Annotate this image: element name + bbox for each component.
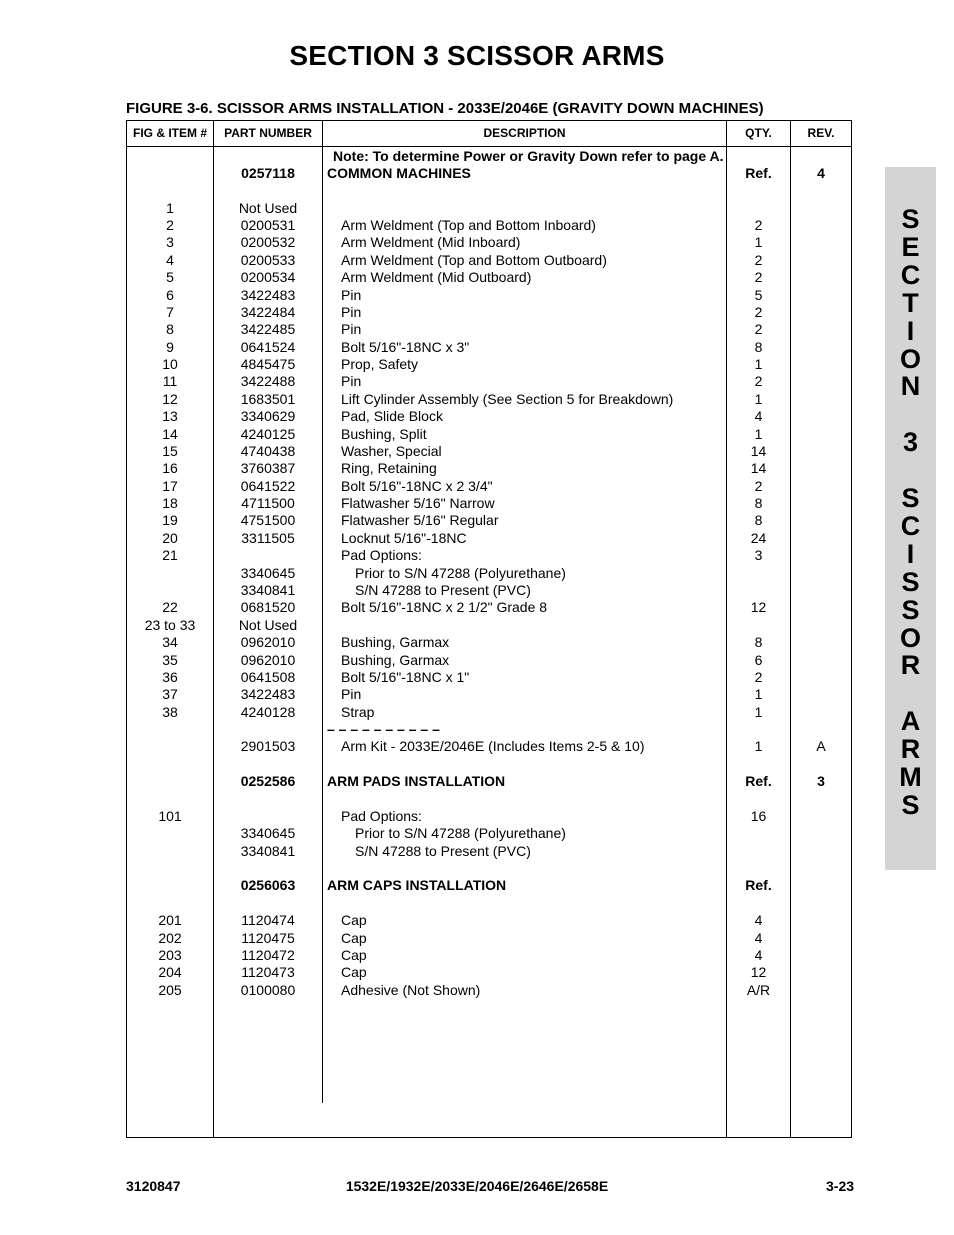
- part-number-cell: Not Used: [238, 616, 298, 633]
- table-row: [127, 391, 851, 408]
- table-row: [127, 877, 851, 894]
- table-row: [127, 495, 851, 512]
- description-cell: Adhesive (Not Shown): [341, 981, 481, 998]
- fig-item-cell: 37: [162, 686, 178, 703]
- header-part-number: PART NUMBER: [224, 126, 312, 140]
- part-number-cell: 0962010: [240, 651, 296, 668]
- fig-item-cell: 13: [162, 408, 178, 425]
- fig-item-cell: 3: [166, 234, 174, 251]
- qty-cell: 14: [750, 442, 767, 459]
- footer-models: 1532E/1932E/2033E/2046E/2646E/2658E: [345, 1178, 609, 1194]
- description-cell: Pin: [341, 321, 362, 338]
- description-cell: Locknut 5/16"-18NC: [341, 529, 467, 546]
- fig-item-cell: 201: [158, 912, 182, 929]
- part-number-cell: Not Used: [238, 199, 298, 216]
- part-number-cell: 4751500: [240, 512, 296, 529]
- table-row: [127, 582, 851, 599]
- description-cell: Arm Weldment (Top and Bottom Outboard): [341, 251, 607, 268]
- description-cell: Pin: [341, 286, 362, 303]
- side-tab-letter: O: [899, 622, 921, 653]
- part-number-cell: 4240128: [240, 703, 296, 720]
- fig-item-cell: 101: [158, 807, 182, 824]
- description-cell: Arm Weldment (Mid Outboard): [341, 269, 532, 286]
- qty-cell: 4: [754, 912, 763, 929]
- description-cell: Bushing, Garmax: [341, 651, 450, 668]
- table-row: [127, 860, 851, 877]
- fig-item-cell: 205: [158, 981, 182, 998]
- side-tab-letter: S: [901, 566, 920, 597]
- table-row: [127, 547, 851, 564]
- part-number-cell: 0200534: [240, 269, 296, 286]
- side-tab-letter: M: [899, 762, 922, 792]
- fig-item-cell: 7: [166, 303, 174, 320]
- part-number-cell: 3422485: [240, 321, 296, 338]
- part-number-cell: 0962010: [240, 634, 296, 651]
- qty-cell: 1: [754, 703, 763, 720]
- side-tab-letter: I: [906, 315, 915, 346]
- qty-cell: 4: [754, 408, 763, 425]
- side-tab-letter: C: [900, 259, 921, 290]
- footer-doc-number: 3120847: [126, 1178, 181, 1194]
- footer-page-number: 3-23: [826, 1178, 855, 1194]
- table-row: [127, 669, 851, 686]
- fig-item-cell: 1: [166, 199, 174, 216]
- description-cell: Pad, Slide Block: [341, 408, 443, 425]
- qty-cell: 1: [754, 234, 763, 251]
- rev-cell: A: [816, 738, 826, 755]
- part-number-cell: 1120474: [241, 912, 295, 929]
- qty-cell: 8: [754, 338, 763, 355]
- fig-item-cell: 202: [158, 929, 182, 946]
- table-row: [127, 478, 851, 495]
- part-number-cell: 0641522: [240, 477, 296, 494]
- qty-cell: 12: [750, 599, 767, 616]
- description-cell: Flatwasher 5/16" Narrow: [341, 495, 495, 512]
- header-qty: QTY.: [745, 126, 772, 140]
- part-number-cell: 0200533: [240, 251, 296, 268]
- side-tab-letter: C: [900, 510, 921, 541]
- header-rev: REV.: [807, 126, 835, 140]
- part-number-cell: 2901503: [240, 738, 296, 755]
- table-row: [127, 217, 851, 234]
- qty-cell: 2: [754, 303, 763, 320]
- table-row: [127, 721, 851, 738]
- part-number-cell: 0641524: [240, 338, 296, 355]
- qty-cell: 2: [754, 373, 763, 390]
- qty-cell: 2: [754, 668, 763, 685]
- fig-item-cell: 18: [162, 495, 178, 512]
- fig-item-cell: 15: [162, 442, 178, 459]
- qty-cell: Ref.: [745, 877, 772, 894]
- qty-cell: A/R: [746, 981, 771, 998]
- part-number-cell: 1683501: [240, 390, 296, 407]
- part-number-cell: 4740438: [240, 442, 296, 459]
- description-cell: Pin: [341, 686, 362, 703]
- fig-item-cell: 38: [162, 703, 178, 720]
- table-row: [127, 843, 851, 860]
- figure-title: FIGURE 3-6. SCISSOR ARMS INSTALLATION - 2033E/2046E (GRAVITY DOWN MACHINES): [126, 100, 764, 117]
- part-number-cell: 1120472: [241, 946, 295, 963]
- part-number-cell: 0200531: [240, 217, 296, 234]
- part-number-cell: 0256063: [240, 877, 296, 894]
- part-number-cell: 0257118: [241, 164, 295, 181]
- description-cell: S/N 47288 to Present (PVC): [355, 582, 531, 598]
- part-number-cell: 0100080: [240, 981, 296, 998]
- description-cell: Flatwasher 5/16" Regular: [341, 512, 499, 529]
- description-cell: Ring, Retaining: [341, 460, 437, 477]
- description-cell: Bolt 5/16"-18NC x 3": [341, 338, 470, 355]
- table-row: [127, 304, 851, 321]
- description-cell: Note: To determine Power or Gravity Down refer to page A.: [333, 147, 724, 164]
- description-cell: Bolt 5/16"-18NC x 1": [341, 668, 470, 685]
- fig-item-cell: 12: [162, 390, 178, 407]
- qty-cell: 1: [754, 390, 763, 407]
- description-cell: Pad Options:: [341, 547, 422, 564]
- qty-cell: 1: [754, 738, 763, 755]
- part-number-cell: 3422483: [240, 686, 296, 703]
- table-row: [127, 895, 851, 912]
- table-row: [127, 599, 851, 616]
- description-cell: Washer, Special: [341, 442, 442, 459]
- table-row: [127, 825, 851, 842]
- rev-cell: 3: [817, 773, 825, 790]
- description-cell: S/N 47288 to Present (PVC): [355, 842, 531, 859]
- side-tab-letter: S: [901, 204, 920, 234]
- part-number-cell: 4240125: [240, 425, 296, 442]
- description-cell: Cap: [341, 912, 367, 929]
- part-number-cell: 3340645: [240, 564, 296, 581]
- part-number-cell: 0252586: [240, 773, 296, 790]
- table-row: [127, 252, 851, 269]
- qty-cell: 2: [754, 321, 763, 338]
- table-row: [127, 356, 851, 373]
- side-tab-letter: N: [900, 371, 921, 402]
- fig-item-cell: 19: [162, 512, 178, 529]
- table-row: [127, 460, 851, 477]
- part-number-cell: 3340629: [240, 408, 296, 425]
- table-row: [127, 930, 851, 947]
- part-number-cell: 4711500: [241, 495, 295, 512]
- qty-cell: 8: [754, 495, 763, 512]
- fig-item-cell: 204: [158, 964, 182, 981]
- parts-table: [126, 120, 852, 1138]
- side-tab-letter: S: [901, 483, 920, 513]
- side-tab-letter: E: [901, 231, 920, 262]
- qty-cell: 3: [754, 547, 763, 564]
- table-row: [127, 512, 851, 529]
- description-cell: Prior to S/N 47288 (Polyurethane): [355, 564, 566, 581]
- part-number-cell: 3340841: [240, 842, 296, 859]
- side-tab-letter: R: [900, 650, 921, 681]
- part-number-cell: 1120475: [241, 929, 295, 946]
- qty-cell: 8: [754, 634, 763, 651]
- table-row: [127, 182, 851, 199]
- table-row: [127, 530, 851, 547]
- part-number-cell: 0681520: [240, 599, 296, 616]
- side-tab-letter: R: [900, 734, 921, 765]
- fig-item-cell: 34: [162, 634, 178, 651]
- fig-item-cell: 11: [162, 373, 178, 390]
- description-cell: Pin: [341, 303, 362, 320]
- description-cell: Bushing, Garmax: [341, 634, 450, 651]
- side-tab-letter: S: [901, 789, 920, 820]
- fig-item-cell: 10: [162, 356, 178, 373]
- fig-item-cell: 22: [162, 599, 178, 616]
- table-row: [127, 773, 851, 790]
- table-row: [127, 234, 851, 251]
- side-tab-letter: O: [899, 343, 921, 374]
- description-cell: ARM CAPS INSTALLATION: [327, 877, 507, 894]
- table-row: [127, 652, 851, 669]
- description-cell: Cap: [341, 929, 367, 946]
- qty-cell: 16: [750, 807, 767, 824]
- fig-item-cell: 21: [162, 547, 178, 564]
- table-row: [127, 269, 851, 286]
- table-row: [127, 617, 851, 634]
- fig-item-cell: 5: [166, 269, 174, 286]
- header-fig-item: FIG & ITEM #: [132, 126, 207, 140]
- header-description: DESCRIPTION: [483, 126, 566, 140]
- rev-cell: 4: [817, 164, 825, 181]
- qty-cell: 2: [754, 217, 763, 234]
- qty-cell: 6: [754, 651, 763, 668]
- description-cell: Prop, Safety: [341, 356, 419, 373]
- fig-item-cell: 203: [158, 946, 182, 963]
- qty-cell: 8: [754, 512, 763, 529]
- fig-item-cell: 20: [162, 529, 178, 546]
- qty-cell: Ref.: [745, 773, 772, 790]
- qty-cell: 5: [754, 286, 763, 303]
- description-cell: Prior to S/N 47288 (Polyurethane): [355, 825, 566, 842]
- section-title: SECTION 3 SCISSOR ARMS: [289, 40, 665, 71]
- description-cell: Pin: [341, 373, 362, 390]
- part-number-cell: 3422483: [240, 286, 296, 303]
- qty-cell: 14: [750, 460, 767, 477]
- description-cell: Lift Cylinder Assembly (See Section 5 for Breakdown): [341, 390, 674, 407]
- table-row: [127, 408, 851, 425]
- fig-item-cell: 4: [166, 251, 174, 268]
- part-number-cell: 3340645: [240, 825, 296, 842]
- table-row: [127, 982, 851, 999]
- description-cell: Bushing, Split: [341, 425, 427, 442]
- fig-item-cell: 17: [162, 477, 178, 494]
- table-row: [127, 287, 851, 304]
- description-cell: – – – – – – – – – –: [327, 721, 440, 738]
- description-cell: Bolt 5/16"-18NC x 2 3/4": [341, 477, 493, 494]
- table-row: [127, 148, 851, 165]
- qty-cell: 2: [754, 251, 763, 268]
- part-number-cell: 3311505: [241, 529, 295, 546]
- qty-cell: 1: [754, 686, 763, 703]
- description-cell: Arm Weldment (Mid Inboard): [341, 234, 521, 251]
- description-cell: Pad Options:: [341, 807, 422, 824]
- fig-item-cell: 9: [166, 338, 174, 355]
- description-cell: COMMON MACHINES: [327, 164, 471, 181]
- side-tab-letter: A: [900, 706, 921, 737]
- part-number-cell: 3340841: [240, 582, 296, 598]
- description-cell: Cap: [341, 964, 367, 981]
- description-cell: Arm Weldment (Top and Bottom Inboard): [341, 217, 596, 234]
- qty-cell: 12: [750, 964, 767, 981]
- side-tab-letter: S: [901, 594, 920, 625]
- side-tab-letter: T: [902, 287, 919, 318]
- part-number-cell: 0200532: [240, 234, 296, 251]
- side-tab-letter: 3: [902, 427, 919, 458]
- table-row: [127, 443, 851, 460]
- table-row: [127, 756, 851, 773]
- description-cell: ARM PADS INSTALLATION: [327, 773, 506, 790]
- description-cell: Bolt 5/16"-18NC x 2 1/2" Grade 8: [341, 599, 548, 616]
- table-row: [127, 634, 851, 651]
- fig-item-cell: 6: [166, 286, 174, 303]
- qty-cell: 1: [754, 425, 763, 442]
- table-row: [127, 321, 851, 338]
- qty-cell: 1: [754, 356, 763, 373]
- table-row: [127, 808, 851, 825]
- qty-cell: 2: [754, 477, 763, 494]
- qty-cell: Ref.: [745, 164, 772, 181]
- fig-item-cell: 16: [162, 460, 178, 477]
- table-row: [127, 426, 851, 443]
- part-number-cell: 1120473: [241, 964, 295, 981]
- table-row: [127, 704, 851, 721]
- part-number-cell: 3760387: [240, 460, 296, 477]
- fig-item-cell: 8: [166, 321, 174, 338]
- side-tab-letter: I: [906, 538, 915, 569]
- qty-cell: 24: [750, 529, 767, 546]
- description-cell: Arm Kit - 2033E/2046E (Includes Items 2-5 & 10): [341, 738, 645, 755]
- qty-cell: 4: [754, 946, 763, 963]
- fig-item-cell: 14: [162, 425, 178, 442]
- section-side-tab: [885, 167, 936, 870]
- table-row: [127, 947, 851, 964]
- table-row: [127, 339, 851, 356]
- table-row: [127, 912, 851, 929]
- table-row: [127, 686, 851, 703]
- qty-cell: 2: [754, 269, 763, 286]
- description-cell: Strap: [341, 703, 375, 720]
- fig-item-cell: 23 to 33: [144, 616, 196, 633]
- fig-item-cell: 2: [166, 217, 174, 234]
- qty-cell: 4: [754, 929, 763, 946]
- table-row: [127, 791, 851, 808]
- part-number-cell: 3422484: [240, 303, 296, 320]
- description-cell: Cap: [341, 946, 367, 963]
- fig-item-cell: 36: [162, 668, 178, 685]
- table-row: [127, 964, 851, 981]
- fig-item-cell: 35: [162, 651, 178, 668]
- part-number-cell: 3422488: [240, 373, 296, 390]
- table-row: [127, 373, 851, 390]
- table-row: [127, 738, 851, 755]
- part-number-cell: 0641508: [240, 668, 296, 685]
- table-row: [127, 565, 851, 582]
- table-row: [127, 200, 851, 217]
- table-row: [127, 165, 851, 182]
- part-number-cell: 4845475: [240, 356, 296, 373]
